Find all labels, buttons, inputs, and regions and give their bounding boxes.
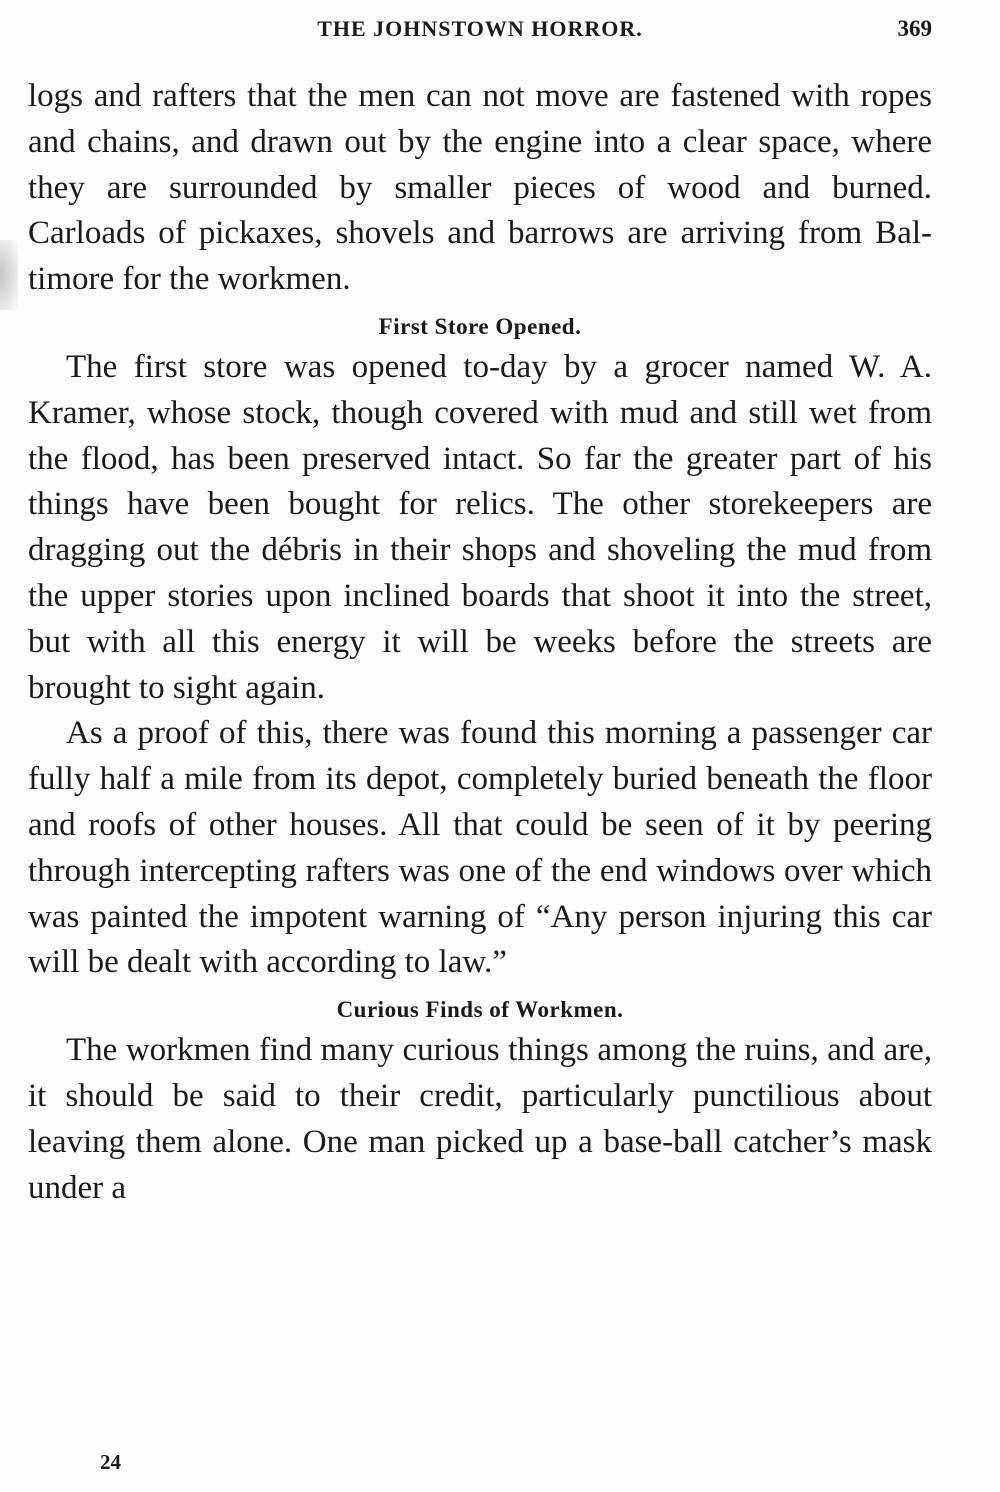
page-number: 369 [897, 16, 932, 41]
section-heading-first-store: First Store Opened. [378, 313, 582, 339]
paragraph-2: The first store was opened to-day by a grocer named W. A. Kramer, whose stock, though covered with mud and still wet from the flood, has been preserved intact. So far the greater part of his things have been bought for relics. The other storekeepers are dragging out the débris in their shops and shoveling the mud from the upper stories upon inclined boards that shoot it into the street, but with all this energy it will be weeks before the streets are brought to sight again. [28, 348, 932, 706]
body-text [28, 74, 932, 1211]
signature-mark: 24 [100, 1450, 121, 1474]
paragraph-1: logs and rafters that the men can not move are fastened with ropes and chains, and drawn out by the engine into a clear space, where they are surrounded by smaller pieces of wood and burned. Carloads of pickaxes, shovels and barrows are arriving from Baltimore for the workmen. [28, 78, 932, 298]
paragraph-4: The workmen find many curious things among the ruins, and are, it should be said to their credit, particularly punctilious about leaving them alone. One man picked up a base-ball catcher’s mask under a [28, 1032, 932, 1206]
running-head [28, 14, 932, 48]
section-heading-curious-finds: Curious Finds of Workmen. [336, 997, 624, 1023]
running-title: THE JOHNSTOWN HORROR. [317, 16, 643, 41]
page-edge-shadow [0, 240, 18, 310]
paragraph-3: As a proof of this, there was found this morning a passenger car fully half a mile from its depot, completely buried beneath the floor and roofs of other houses. All that could be seen of it by peering through intercepting rafters was one of the end windows over which was painted the impotent warning of “Any person injuring this car will be dealt with according to law.” [28, 715, 932, 981]
